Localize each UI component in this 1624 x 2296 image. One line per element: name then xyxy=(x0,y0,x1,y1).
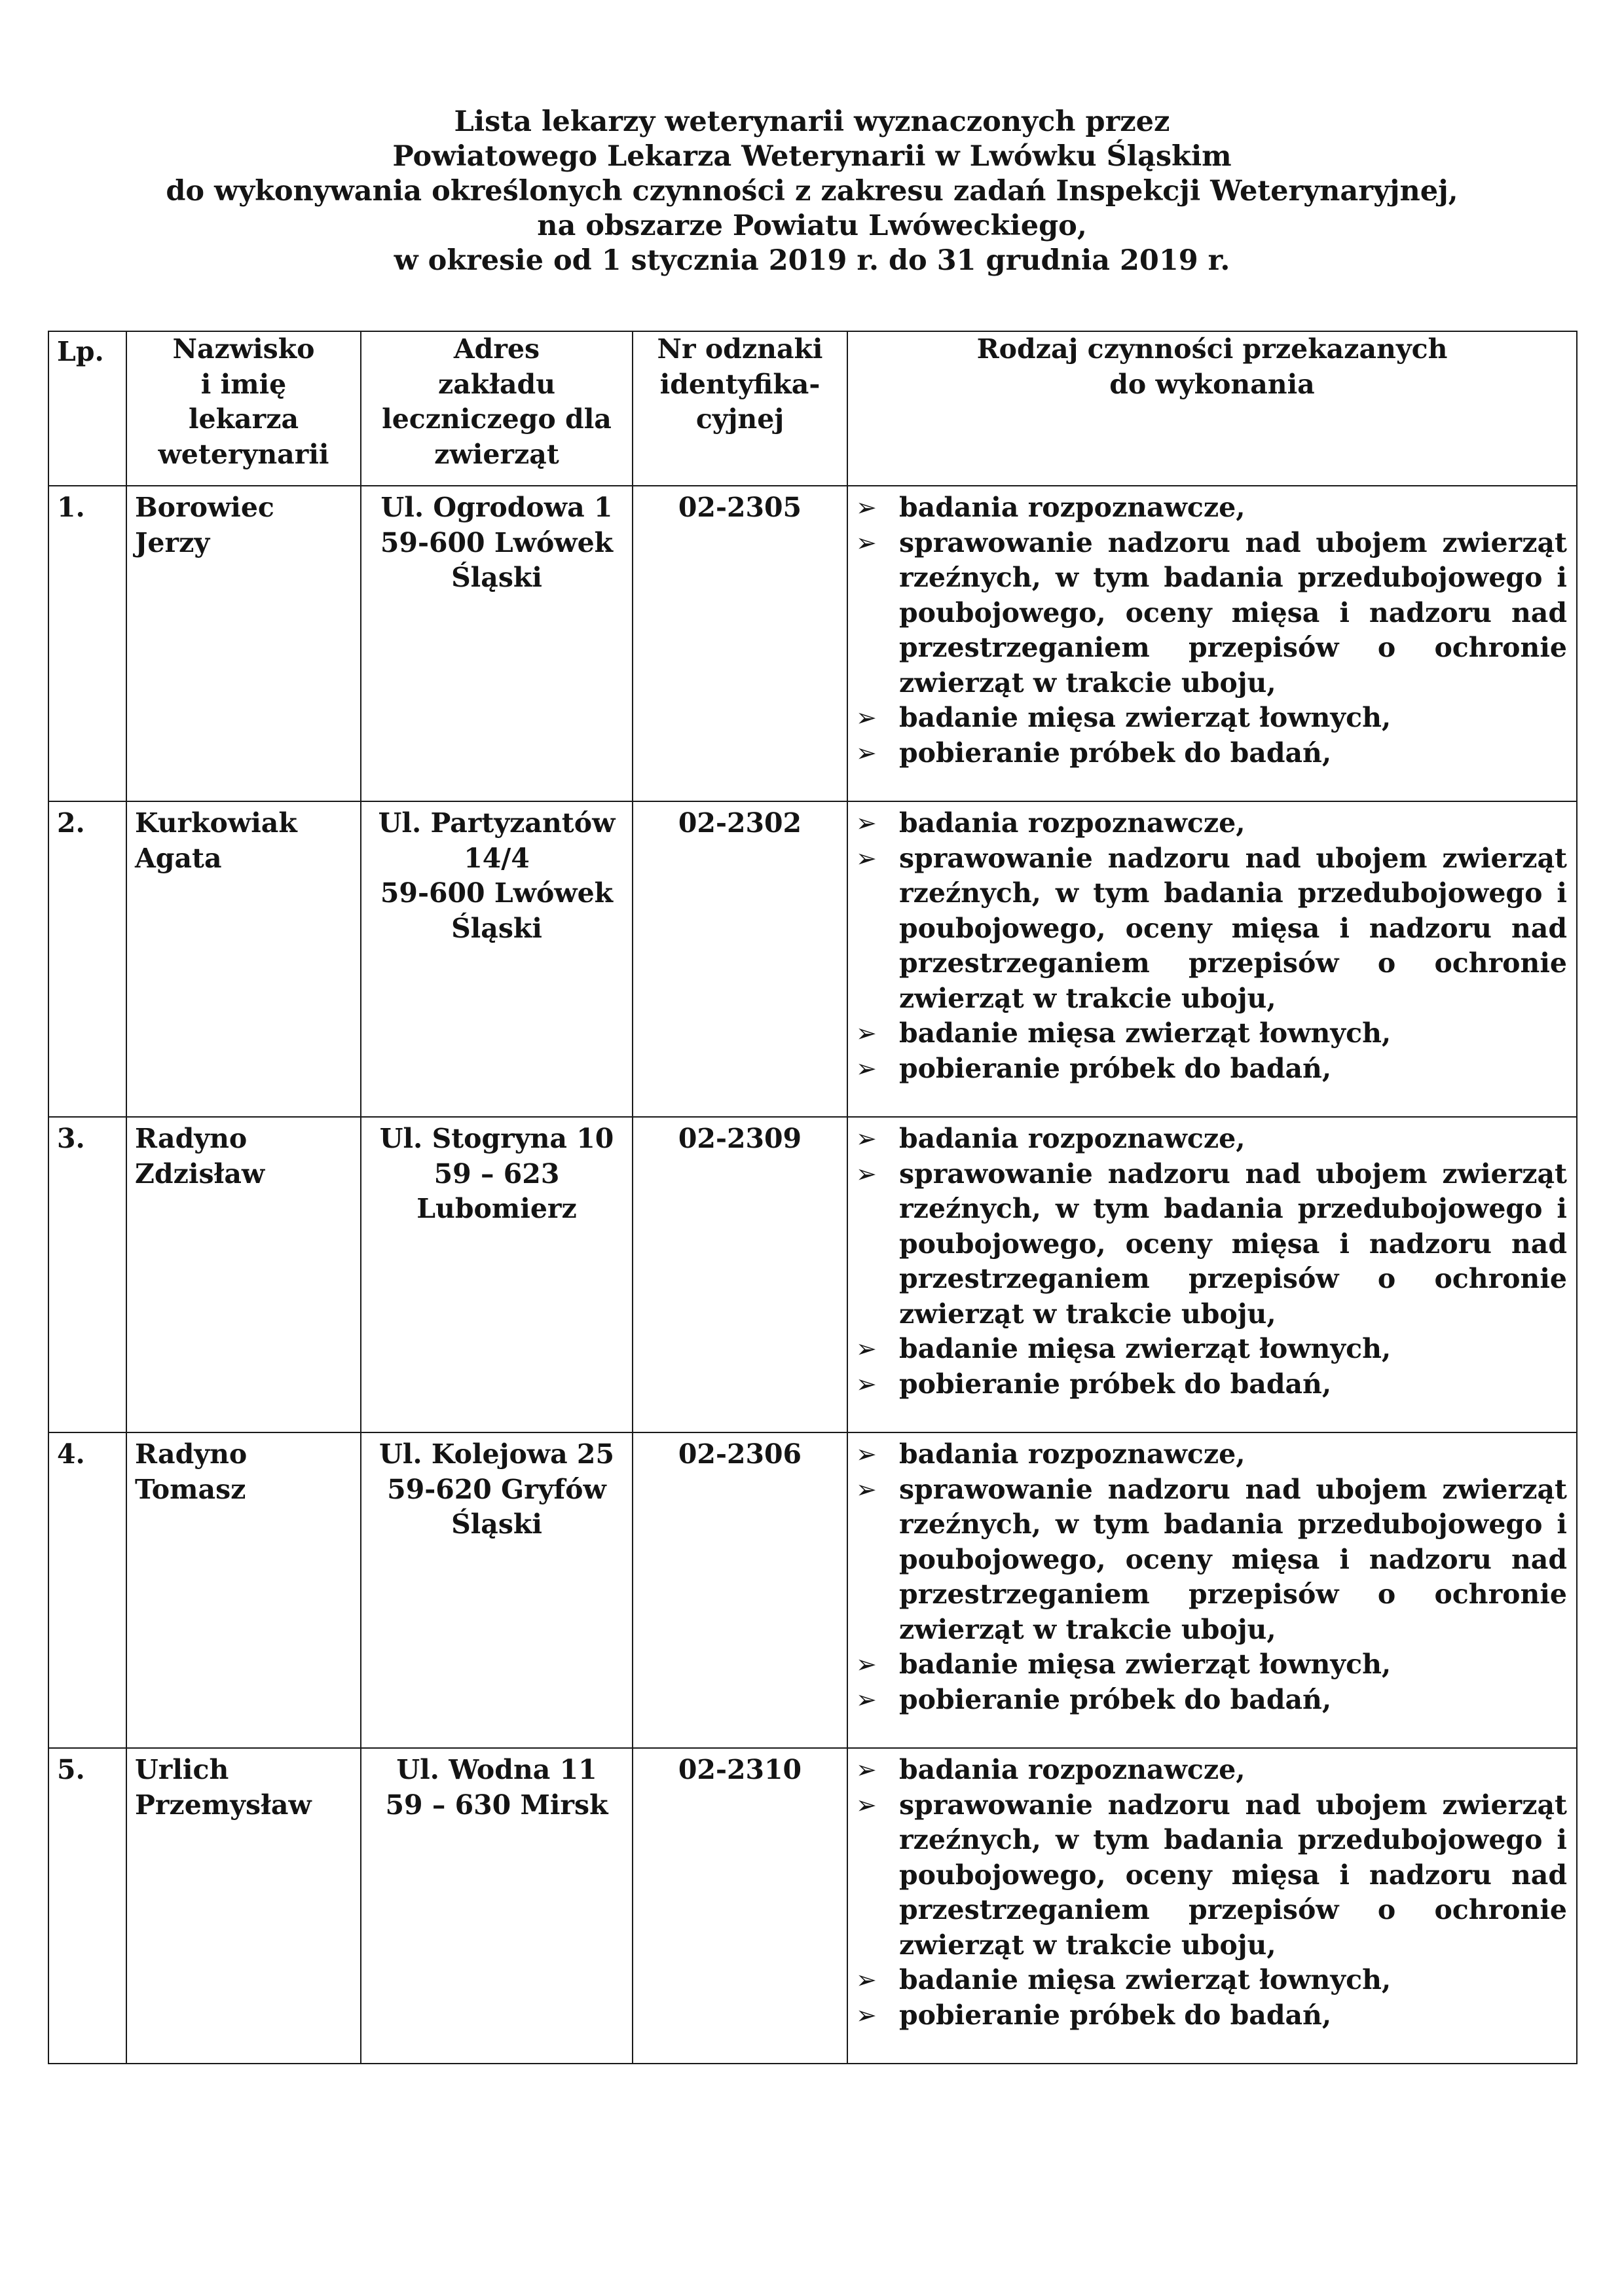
activity-item xyxy=(856,1051,1567,1087)
arrowhead-bullet-icon: ➢ xyxy=(856,528,877,557)
activity-item xyxy=(856,1157,1567,1332)
row-number: 1. xyxy=(48,486,126,801)
address-line: Śląski xyxy=(451,912,542,944)
activity-text: badanie mięsa zwierząt łownych, xyxy=(899,1017,1392,1049)
badge-number: 02-2302 xyxy=(633,801,847,1117)
vet-name xyxy=(126,1748,361,2064)
activity-item xyxy=(856,1472,1567,1648)
activity-item xyxy=(856,1683,1567,1718)
arrowhead-bullet-icon: ➢ xyxy=(856,1124,877,1153)
arrowhead-bullet-icon: ➢ xyxy=(856,1474,877,1504)
vet-name-line: Radyno xyxy=(135,1438,248,1470)
activity-text: sprawowanie nadzoru nad ubojem zwierząt rzeźnych, w tym badania przedubojowego i poubojowego, oceny mięsa i nadzoru nad przestrzeganiem przepisów o ochronie zwierząt w trakcie uboju, xyxy=(899,842,1567,1014)
activities-list xyxy=(847,486,1577,801)
activity-item xyxy=(856,1437,1567,1472)
address-line: 59 – 623 xyxy=(434,1157,560,1190)
title-line-4: na obszarze Powiatu Lwóweckiego, xyxy=(537,210,1087,242)
activity-item xyxy=(856,1998,1567,2033)
activity-text: sprawowanie nadzoru nad ubojem zwierząt rzeźnych, w tym badania przedubojowego i poubojowego, oceny mięsa i nadzoru nad przestrzeganiem przepisów o ochronie zwierząt w trakcie uboju, xyxy=(899,526,1567,699)
activity-text: pobieranie próbek do badań, xyxy=(899,737,1332,769)
address-line: Ul. Stogryna 10 xyxy=(379,1123,614,1154)
arrowhead-bullet-icon: ➢ xyxy=(856,1965,877,1994)
table-body xyxy=(48,486,1577,2064)
activity-text: sprawowanie nadzoru nad ubojem zwierząt rzeźnych, w tym badania przedubojowego i poubojowego, oceny mięsa i nadzoru nad przestrzeganiem przepisów o ochronie zwierząt w trakcie uboju, xyxy=(899,1473,1567,1645)
activities-list xyxy=(847,1432,1577,1748)
title-line-1: Lista lekarzy weterynarii wyznaczonych przez xyxy=(454,105,1170,138)
vet-name-line: Agata xyxy=(135,842,222,874)
activities-list xyxy=(847,1117,1577,1432)
table-header xyxy=(48,331,1577,486)
row-number: 5. xyxy=(48,1748,126,2064)
clinic-address xyxy=(361,801,633,1117)
title-line-3: do wykonywania określonych czynności z zakresu zadań Inspekcji Weterynaryjnej, xyxy=(166,175,1458,208)
title-line-5: w okresie od 1 stycznia 2019 r. do 31 grudnia 2019 r. xyxy=(394,244,1230,277)
activity-text: badania rozpoznawcze, xyxy=(899,492,1246,523)
vet-name-line: Tomasz xyxy=(135,1473,246,1505)
header-badge: Nr odznaki identyfika- cyjnej xyxy=(633,331,847,486)
vet-name-line: Zdzisław xyxy=(135,1157,265,1190)
arrowhead-bullet-icon: ➢ xyxy=(856,843,877,873)
arrowhead-bullet-icon: ➢ xyxy=(856,1685,877,1714)
arrowhead-bullet-icon: ➢ xyxy=(856,493,877,522)
activity-text: pobieranie próbek do badań, xyxy=(899,1052,1332,1084)
activity-item xyxy=(856,1121,1567,1157)
activity-text: sprawowanie nadzoru nad ubojem zwierząt rzeźnych, w tym badania przedubojowego i poubojowego, oceny mięsa i nadzoru nad przestrzeganiem przepisów o ochronie zwierząt w trakcie uboju, xyxy=(899,1157,1567,1330)
header-lp: Lp. xyxy=(48,331,126,486)
address-line: Ul. Ogrodowa 1 xyxy=(380,492,613,523)
vet-name-line: Radyno xyxy=(135,1123,248,1154)
vet-name xyxy=(126,1117,361,1432)
clinic-address xyxy=(361,486,633,801)
activity-text: pobieranie próbek do badań, xyxy=(899,1368,1332,1400)
row-number: 3. xyxy=(48,1117,126,1432)
address-line: 59-620 Gryfów xyxy=(387,1473,606,1505)
vet-name-line: Przemysław xyxy=(135,1789,312,1821)
activity-item xyxy=(856,841,1567,1017)
address-line: 14/4 xyxy=(464,842,530,874)
vet-name-line: Borowiec xyxy=(135,492,274,523)
arrowhead-bullet-icon: ➢ xyxy=(856,703,877,732)
address-line: Śląski xyxy=(451,1508,542,1540)
badge-number: 02-2310 xyxy=(633,1748,847,2064)
activity-text: badania rozpoznawcze, xyxy=(899,1123,1246,1154)
badge-number: 02-2309 xyxy=(633,1117,847,1432)
activity-text: badanie mięsa zwierząt łownych, xyxy=(899,702,1392,733)
activity-text: badanie mięsa zwierząt łownych, xyxy=(899,1649,1392,1680)
title-line-2: Powiatowego Lekarza Weterynarii w Lwówku Śląskim xyxy=(392,140,1232,173)
header-row xyxy=(48,331,1577,486)
activity-item xyxy=(856,1788,1567,1963)
arrowhead-bullet-icon: ➢ xyxy=(856,738,877,767)
activity-text: badania rozpoznawcze, xyxy=(899,807,1246,839)
activities-list xyxy=(847,801,1577,1117)
arrowhead-bullet-icon: ➢ xyxy=(856,1053,877,1083)
header-address: Adres zakładu leczniczego dla zwierząt xyxy=(361,331,633,486)
address-line: 59-600 Lwówek xyxy=(380,877,614,909)
address-line: Ul. Wodna 11 xyxy=(396,1754,597,1785)
arrowhead-bullet-icon: ➢ xyxy=(856,1334,877,1363)
arrowhead-bullet-icon: ➢ xyxy=(856,809,877,837)
activity-text: pobieranie próbek do badań, xyxy=(899,1999,1332,2031)
activity-item xyxy=(856,490,1567,526)
address-line: Ul. Kolejowa 25 xyxy=(379,1438,614,1470)
vet-name xyxy=(126,1432,361,1748)
row-number: 2. xyxy=(48,801,126,1117)
table-row xyxy=(48,1117,1577,1432)
clinic-address xyxy=(361,1432,633,1748)
address-line: Śląski xyxy=(451,562,542,593)
activity-text: badania rozpoznawcze, xyxy=(899,1438,1246,1470)
table-row xyxy=(48,1432,1577,1748)
veterinarians-table xyxy=(48,331,1578,2064)
activity-item xyxy=(856,736,1567,771)
activity-text: pobieranie próbek do badań, xyxy=(899,1683,1332,1715)
badge-number: 02-2306 xyxy=(633,1432,847,1748)
vet-name xyxy=(126,486,361,801)
vet-name-line: Urlich xyxy=(135,1754,229,1785)
arrowhead-bullet-icon: ➢ xyxy=(856,1369,877,1398)
arrowhead-bullet-icon: ➢ xyxy=(856,1159,877,1188)
vet-name-line: Kurkowiak xyxy=(135,807,297,839)
table-row xyxy=(48,801,1577,1117)
activity-text: badania rozpoznawcze, xyxy=(899,1754,1246,1785)
clinic-address xyxy=(361,1117,633,1432)
activity-item xyxy=(856,1016,1567,1051)
header-activities: Rodzaj czynności przekazanych do wykonania xyxy=(847,331,1577,486)
row-number: 4. xyxy=(48,1432,126,1748)
table-row xyxy=(48,1748,1577,2064)
address-line: 59-600 Lwówek xyxy=(380,526,614,558)
activity-item xyxy=(856,1647,1567,1683)
arrowhead-bullet-icon: ➢ xyxy=(856,1019,877,1048)
clinic-address xyxy=(361,1748,633,2064)
activities-list xyxy=(847,1748,1577,2064)
vet-name xyxy=(126,801,361,1117)
activity-text: badanie mięsa zwierząt łownych, xyxy=(899,1333,1392,1364)
activity-item xyxy=(856,1753,1567,1788)
activity-text: sprawowanie nadzoru nad ubojem zwierząt rzeźnych, w tym badania przedubojowego i poubojowego, oceny mięsa i nadzoru nad przestrzeganiem przepisów o ochronie zwierząt w trakcie uboju, xyxy=(899,1789,1567,1961)
badge-number: 02-2305 xyxy=(633,486,847,801)
vet-name-line: Jerzy xyxy=(135,526,210,558)
arrowhead-bullet-icon: ➢ xyxy=(856,1650,877,1679)
table-row xyxy=(48,486,1577,801)
arrowhead-bullet-icon: ➢ xyxy=(856,1790,877,1819)
activity-item xyxy=(856,806,1567,841)
arrowhead-bullet-icon: ➢ xyxy=(856,1755,877,1784)
activity-text: badanie mięsa zwierząt łownych, xyxy=(899,1964,1392,1995)
arrowhead-bullet-icon: ➢ xyxy=(856,1440,877,1468)
address-line: Lubomierz xyxy=(416,1193,577,1224)
header-name: Nazwisko i imię lekarza weterynarii xyxy=(126,331,361,486)
activity-item xyxy=(856,1332,1567,1367)
activity-item xyxy=(856,701,1567,736)
activity-item xyxy=(856,1367,1567,1402)
arrowhead-bullet-icon: ➢ xyxy=(856,2000,877,2030)
address-line: Ul. Partyzantów xyxy=(378,807,616,839)
activity-item xyxy=(856,526,1567,701)
document-title xyxy=(0,105,1624,278)
activity-item xyxy=(856,1963,1567,1998)
address-line: 59 – 630 Mirsk xyxy=(385,1789,608,1821)
